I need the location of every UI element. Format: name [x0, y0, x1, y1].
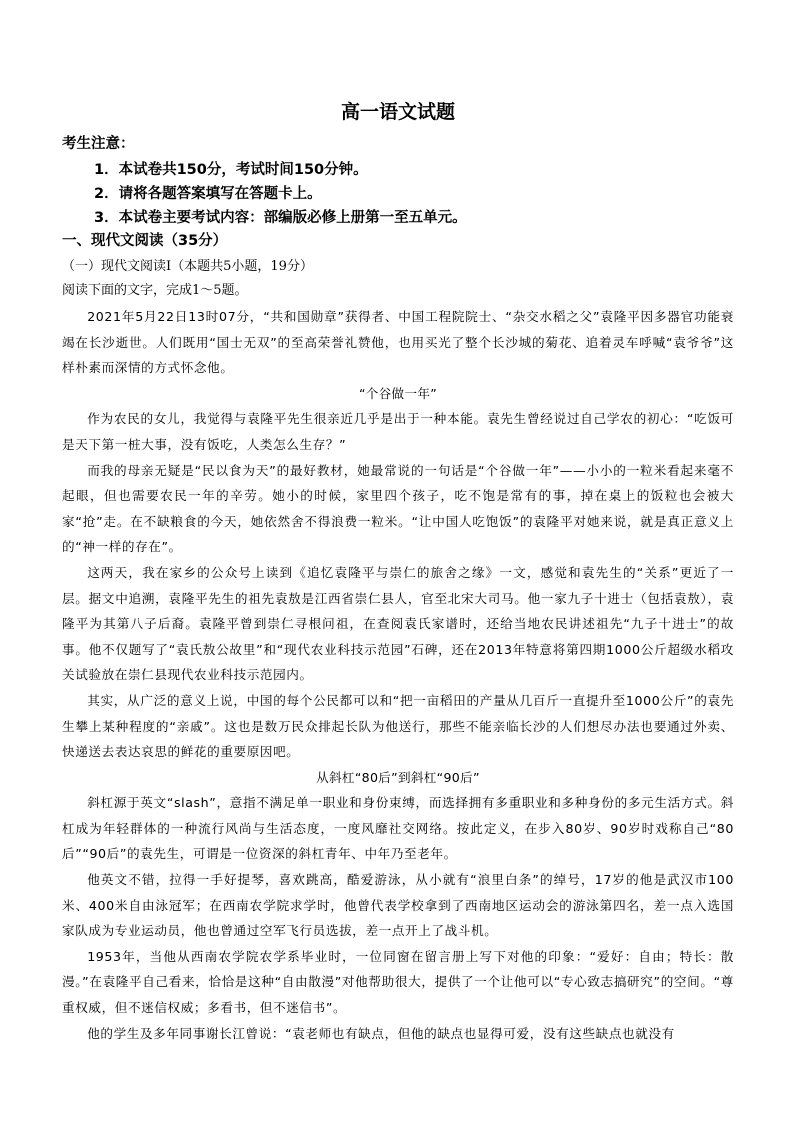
sub-section-heading: （一）现代文阅读Ⅰ（本题共5小题，19分） [62, 259, 313, 274]
section-heading: 一、现代文阅读（35分） [62, 233, 228, 249]
article-subtitle: “个谷做一年” [358, 385, 438, 401]
notice-item: 2．请将各题答案填写在答题卡上。 [94, 186, 322, 202]
page-title: 高一语文试题 [340, 101, 455, 123]
article-paragraph: 1953年，当他从西南农学院农学系毕业时，一位同窗在留言册上写下对他的印象：“爱好：自由；特长：散漫。”在袁隆平自己看来，恰恰是这种“自由散漫”对他帮助很大，提供了一个让他可以“专心致志搞研究”的空间。“尊重权威，但不迷信权威；多看书，但不迷信书”。 [62, 948, 734, 1016]
article-paragraph: 而我的母亲无疑是“民以食为天”的最好教材，她最常说的一句话是“个谷做一年”——小小的一粒米看起来毫不起眼，但也需要农民一年的辛劳。她小的时候，家里四个孩子，吃不饱是常有的事，掉在桌上的饭粒也会被大家“抢”走。在不缺粮食的今天，她依然舍不得浪费一粒米。“让中国人吃饱饭”的袁隆平对她来说，就是真正意义上的“神一样的存在”。 [62, 462, 734, 555]
article-body [62, 304, 734, 1046]
article-subtitle: 从斜杠“80后”到斜杠“90后” [316, 769, 480, 785]
notice-item: 3．本试卷主要考试内容：部编版必修上册第一至五单元。 [94, 210, 467, 226]
notice-item: 1．本试卷共150分，考试时间150分钟。 [94, 162, 368, 178]
article-paragraph: 他英文不错，拉得一手好提琴，喜欢跳高，酷爱游泳，从小就有“浪里白条”的绰号，17岁的他是武汉市100米、400米自由泳冠军；在西南农学院求学时，他曾代表学校拿到了西南地区运动会的游泳第四名，差一点入选国家队成为专业运动员，他也曾通过空军飞行员选拔，差一点开上了战斗机。 [62, 872, 734, 939]
article-paragraph: 他的学生及多年同事谢长江曾说：“袁老师也有缺点，但他的缺点也显得可爱，没有这些缺点也就没有 [87, 1025, 675, 1041]
article-paragraph: 其实，从广泛的意义上说，中国的每个公民都可以和“把一亩稻田的产量从几百斤一直提升至1000公斤”的袁先生攀上某种程度的“亲戚”。这也是数万民众排起长队为他送行，那些不能亲临长沙的人们想尽办法也要通过外卖、快递送去表达哀思的鲜花的重要原因吧。 [62, 692, 734, 760]
notice-heading: 考生注意： [62, 136, 135, 152]
article-paragraph: 作为农民的女儿，我觉得与袁隆平先生很亲近几乎是出于一种本能。袁先生曾经说过自己学农的初心：“吃饭可是天下第一桩大事，没有饭吃，人类怎么生存？” [62, 411, 734, 452]
article-paragraph: 斜杠源于英文“slash”，意指不满足单一职业和身份束缚，而选择拥有多重职业和多种身份的多元生活方式。斜杠成为年轻群体的一种流行风尚与生活态度，一度风靡社交网络。按此定义，在步入80岁、90岁时戏称自己“80后”“90后”的袁先生，可谓是一位资深的斜杠青年、中年乃至老年。 [62, 795, 734, 862]
article-paragraph: 2021年5月22日13时07分，“共和国勋章”获得者、中国工程院院士、“杂交水稻之父”袁隆平因多器官功能衰竭在长沙逝世。人们既用“国士无双”的至高荣誉礼赞他，也用买光了整个长沙城的菊花、追着灵车呼喊“袁爷爷”这样朴素而深情的方式怀念他。 [62, 309, 734, 376]
article-paragraph: 这两天，我在家乡的公众号上读到《追忆袁隆平与崇仁的旅舍之缘》一文，感觉和袁先生的“关系”更近了一层。据文中追溯，袁隆平先生的祖先袁敖是江西省崇仁县人，官至北宋大司马。他一家九子十进士（包括袁敖），袁隆平为其第八子后裔。袁隆平曾到崇仁寻根问祖，在查阅袁氏家谱时，还给当地农民讲述祖先“九子十进士”的故事。他不仅题写了“袁氏敖公故里”和“现代农业科技示范园”石碑，还在2013年特意将第四期1000公斤超级水稻攻关试验放在崇仁县现代农业科技示范园内。 [62, 564, 734, 683]
reading-instruction: 阅读下面的文字，完成1～5题。 [62, 283, 248, 298]
